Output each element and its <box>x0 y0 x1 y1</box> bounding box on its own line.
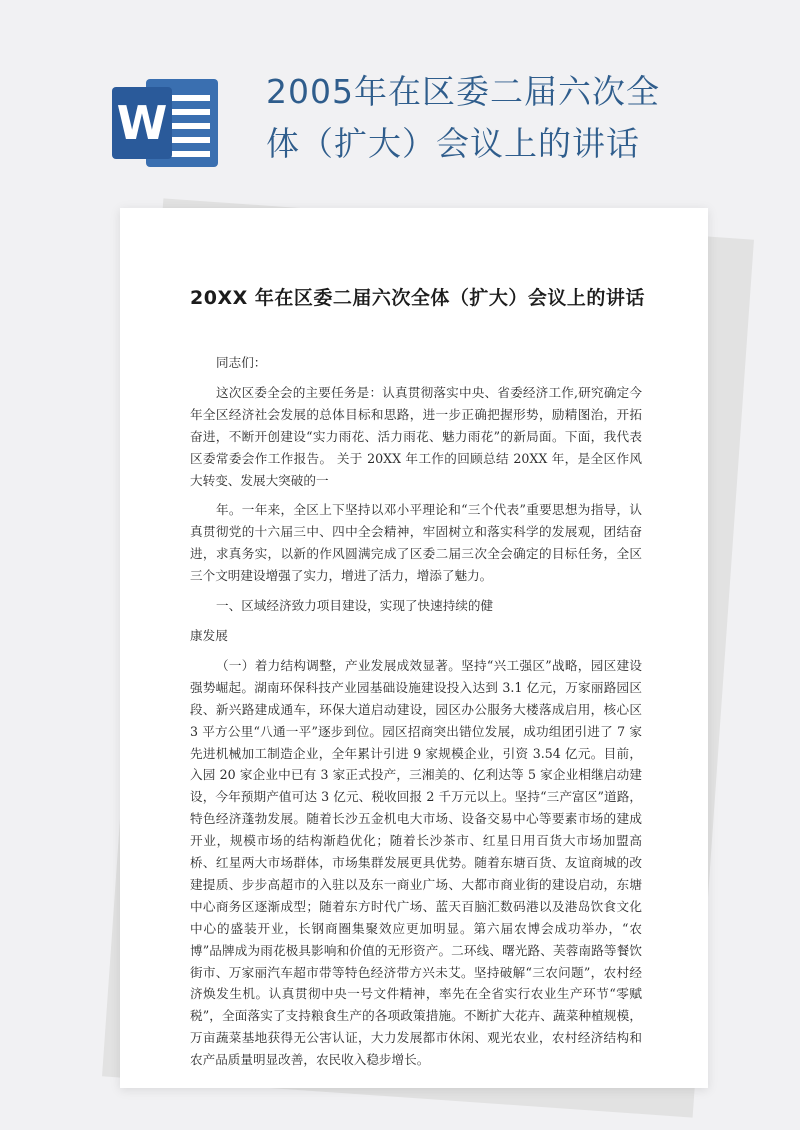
section-heading: 一、区域经济致力项目建设，实现了快速持续的健 <box>216 598 494 614</box>
document-body <box>190 352 642 1071</box>
word-document-icon <box>112 73 222 173</box>
banner-title: 2005年在区委二届六次全体（扩大）会议上的讲话 <box>266 72 660 163</box>
salutation: 同志们： <box>216 355 267 370</box>
word-icon-letter: W <box>116 96 168 150</box>
paragraph: 这次区委全会的主要任务是：认真贯彻落实中央、省委经济工作,研究确定今年全区经济社会发展的总体目标和思路，进一步正确把握形势，励精图治，开拓奋进，不断开创建设“实力雨花、活力雨花、魅力雨花”的新局面。下面，我代表区委常委会作工作报告。 关于 20XX 年工作的回顾总结 20XX 年，是全区作风大转变、发展大突破的一 <box>190 384 642 488</box>
document-title: 20XX 年在区委二届六次全体（扩大）会议上的讲话 <box>190 287 645 309</box>
paragraph: （一）着力结构调整，产业发展成效显著。坚持“兴工强区”战略，园区建设强势崛起。湖南环保科技产业园基础设施建设投入达到 3.1 亿元，万家丽路园区段、新兴路建成通车，环保大道启动建设，园区办公服务大楼落成启用，核心区 3 平方公里“八通一平”逐步到位。园区招商突出错位发展，成功组团引进了 7 家先进机械加工制造企业，全年累计引进 9 家规模企业，引资 3.54 亿元。目前，入园 20 家企业中已有 3 家正式投产，三湘美的、亿利达等 5 家企业相继启动建设，今年预期产值可达 3 亿元、税收回报 2 千万元以上。坚持“三产富区”道路，特色经济蓬勃发展。随着长沙五金机电大市场、设备交易中心等要素市场的建成开业，规模市场的结构渐趋优化；随着长沙茶市、红星日用百货大市场加盟高桥、红星两大市场群体，市场集群发展更具优势。随着东塘百货、友谊商城的改建提质、步步高超市的入驻以及东一商业广场、大都市商业街的建设启动，东塘中心商务区逐渐成型；随着东方时代广场、蓝天百脑汇数码港以及港岛饮食文化中心的盛装开业，长钢商圈集聚效应更加明显。第六届农博会成功举办，“农博”品牌成为雨花极具影响和价值的无形资产。二环线、曙光路、芙蓉南路等餐饮街市、万家丽汽车超市带等特色经济带方兴未艾。坚持破解“三农问题”，农村经济焕发生机。认真贯彻中央一号文件精神，率先在全省实行农业生产环节“零赋税”，全面落实了支持粮食生产的各项政策措施。不断扩大花卉、蔬菜种植规模，万亩蔬菜基地获得无公害认证，大力发展都市休闲、观光农业，农村经济结构和农产品质量明显改善，农民收入稳步增长。 <box>190 657 642 1068</box>
section-heading: 康发展 <box>190 627 228 643</box>
paragraph: 年。一年来，全区上下坚持以邓小平理论和“三个代表”重要思想为指导，认真贯彻党的十六届三中、四中全会精神，牢固树立和落实科学的发展观，团结奋进，求真务实，以新的作风圆满完成了区委二届三次全会确定的目标任务，全区三个文明建设增强了实力，增进了活力，增添了魅力。 <box>190 502 642 584</box>
